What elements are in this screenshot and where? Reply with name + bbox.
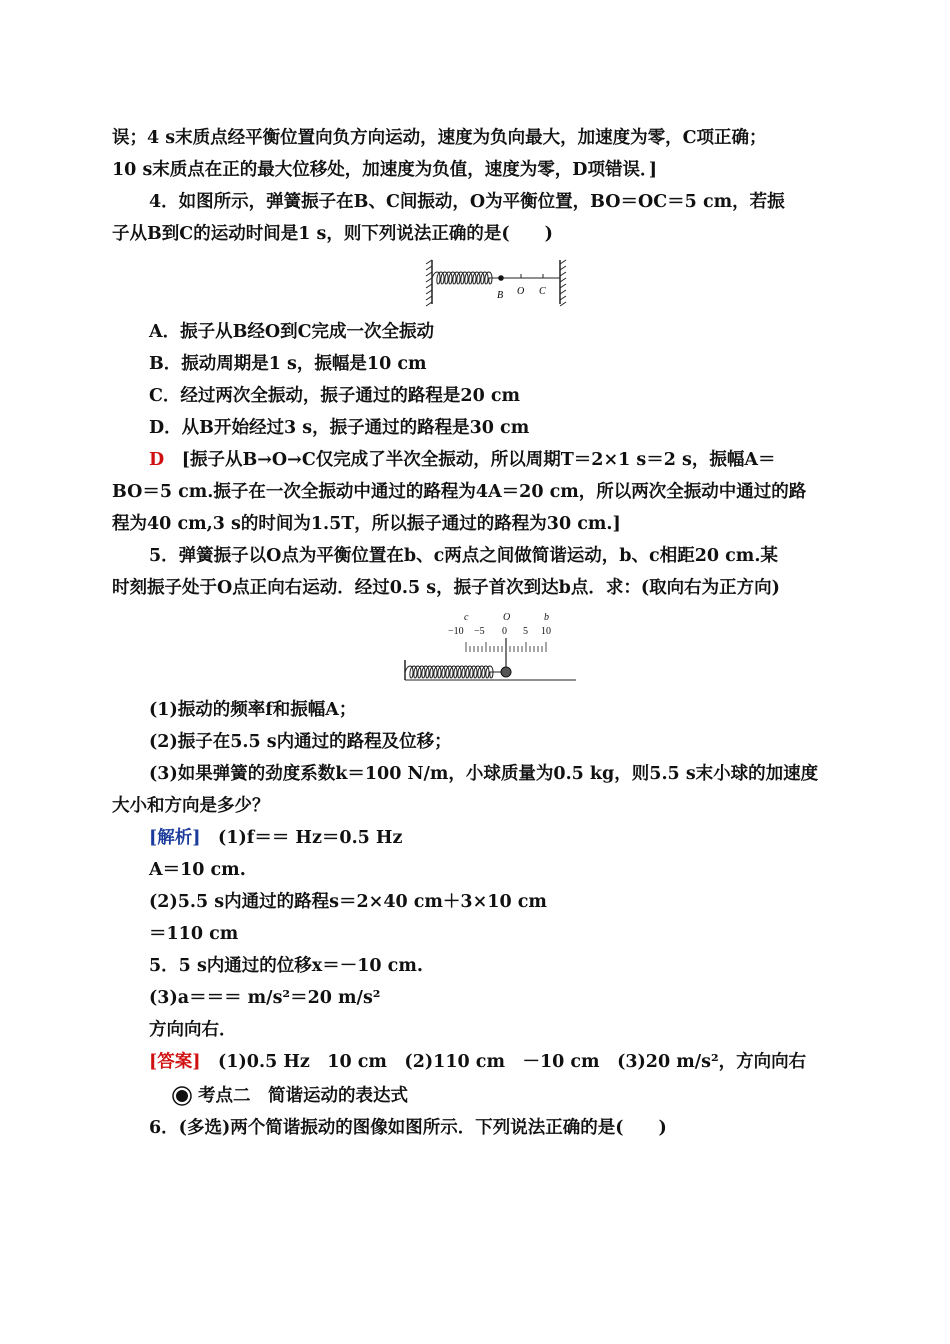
label-o: O <box>503 612 511 623</box>
question-5-part3-cont: 大小和方向是多少？ <box>112 796 270 816</box>
label-c: C <box>539 286 546 297</box>
left-wall <box>426 260 432 306</box>
solution-line: ＝110 cm <box>149 924 239 944</box>
question-4: 4．如图所示，弹簧振子在B、C间振动，O为平衡位置，BO＝OC＝5 cm，若振 <box>149 192 785 212</box>
solution-line: (3)a＝＝＝ m/s²＝20 m/s² <box>149 988 381 1008</box>
label-b: b <box>544 612 549 623</box>
daan-tag: [答案] <box>149 1052 201 1072</box>
target-bullet-icon <box>172 1086 192 1106</box>
tick-label: −10 <box>448 626 464 637</box>
label-c: c <box>464 612 469 623</box>
question-5-part3: (3)如果弹簧的劲度系数k＝100 N/m，小球质量为0.5 kg，则5.5 s末小球的加速度 <box>149 764 819 784</box>
solution-line: 方向向右． <box>149 1020 237 1040</box>
answer-4-cont: 程为40 cm,3 s的时间为1.5T，所以振子通过的路程为30 cm.] <box>112 514 621 534</box>
tick-label: 5 <box>523 626 528 637</box>
solution-line: (2)5.5 s内通过的路程s＝2×40 cm＋3×10 cm <box>149 892 547 912</box>
option-b: B．振动周期是1 s，振幅是10 cm <box>149 354 427 374</box>
spring <box>432 272 500 284</box>
question-4-cont: 子从B到C的运动时间是1 s，则下列说法正确的是( ) <box>112 224 553 244</box>
label-o: O <box>517 286 525 297</box>
answer-text: (1)0.5 Hz 10 cm (2)110 cm －10 cm (3)20 m/s²，方向向右 <box>200 1052 807 1072</box>
answer-4 <box>112 444 842 476</box>
question-5-cont: 时刻振子处于O点正向右运动．经过0.5 s，振子首次到达b点．求：(取向右为正方向) <box>112 578 780 598</box>
section-heading <box>112 1080 842 1112</box>
ball <box>501 667 511 677</box>
answer-line <box>112 1046 842 1078</box>
question-5-part2: (2)振子在5.5 s内通过的路程及位移； <box>149 732 452 752</box>
right-wall <box>560 260 566 306</box>
option-a: A．振子从B经O到C完成一次全振动 <box>149 322 435 342</box>
option-c: C．经过两次全振动，振子通过的路程是20 cm <box>149 386 521 406</box>
section-title: 考点二 简谐运动的表达式 <box>198 1086 408 1106</box>
answer-letter: D <box>149 450 165 470</box>
jiexi-tag: [解析] <box>149 828 201 848</box>
question-6: 6．(多选)两个简谐振动的图像如图所示．下列说法正确的是( ) <box>149 1118 667 1138</box>
document-page <box>112 122 842 1144</box>
label-b: B <box>497 290 504 301</box>
question-5: 5．弹簧振子以O点为平衡位置在b、c两点之间做简谐运动，b、c相距20 cm.某 <box>149 546 778 566</box>
solution-text: (1)f＝＝ Hz＝0.5 Hz <box>200 828 403 848</box>
question-5-part1: (1)振动的频率f和振幅A； <box>149 700 357 720</box>
text-line: 10 s末质点在正的最大位移处，加速度为负值，速度为零，D项错误．] <box>112 160 658 180</box>
tick-label: 10 <box>541 626 551 637</box>
answer-4-cont: BO＝5 cm.振子在一次全振动中通过的路程为4A＝20 cm，所以两次全振动中通过的路 <box>112 482 807 502</box>
solution-line: A＝10 cm. <box>149 860 246 880</box>
answer-explanation: [振子从B→O→C仅完成了半次全振动，所以周期T＝2×1 s＝2 s，振幅A＝ <box>181 450 776 470</box>
solution-line: 5．5 s内通过的位移x＝－10 cm. <box>149 956 423 976</box>
spring-oscillator-figure <box>422 256 572 308</box>
spring-scale-figure <box>404 608 584 688</box>
solution-line <box>112 822 842 854</box>
tick-label: 0 <box>502 626 507 637</box>
tick-label: −5 <box>474 626 485 637</box>
option-d: D．从B开始经过3 s，振子通过的路程是30 cm <box>149 418 530 438</box>
text-line: 误；4 s末质点经平衡位置向负方向运动，速度为负向最大，加速度为零，C项正确； <box>112 128 767 148</box>
spring <box>405 666 501 678</box>
